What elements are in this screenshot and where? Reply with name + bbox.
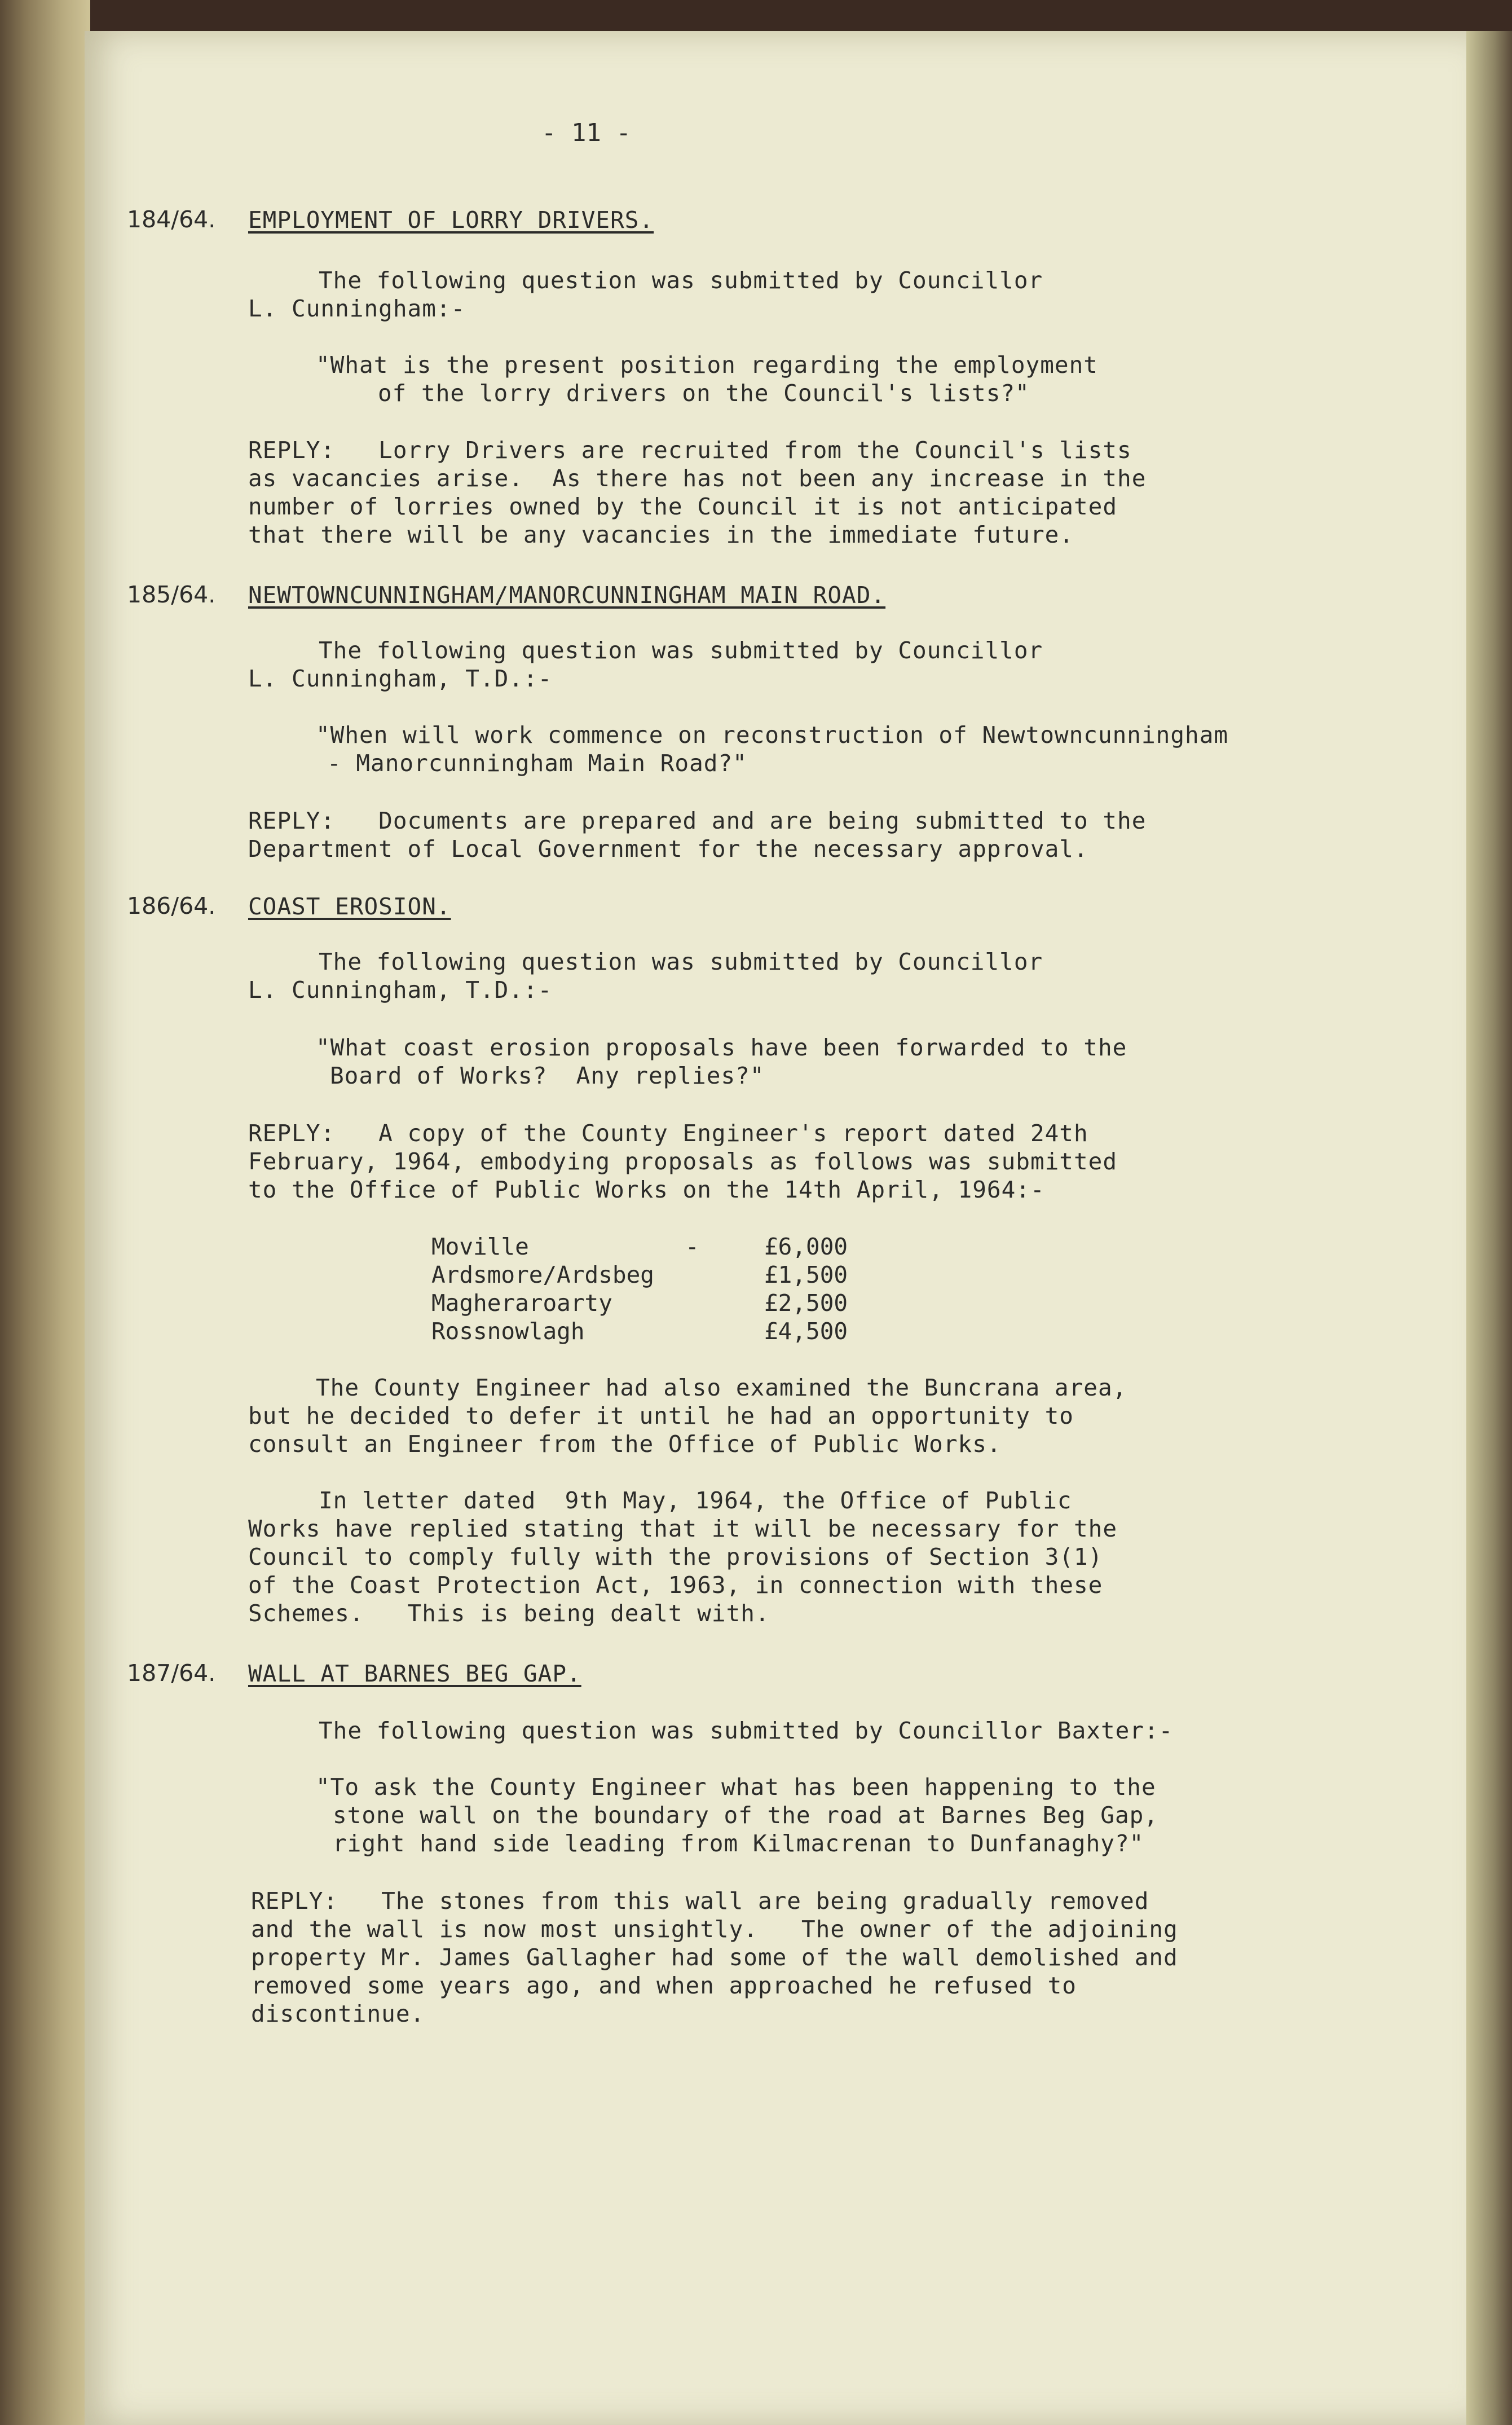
item-ref: 185/64.: [127, 581, 216, 608]
table-row: [431, 1233, 848, 1261]
intro-line: L. Cunningham, T.D.:-: [248, 665, 553, 692]
intro-line: The following question was submitted by Councillor: [319, 637, 1043, 664]
question-line: Board of Works? Any replies?": [330, 1062, 765, 1089]
reply-line: removed some years ago, and when approached he refused to: [251, 1972, 1077, 1999]
reply-line: REPLY: A copy of the County Engineer's report dated 24th: [248, 1120, 1088, 1147]
reply-line: number of lorries owned by the Council it is not anticipated: [248, 493, 1118, 520]
question-line: "To ask the County Engineer what has been happening to the: [316, 1773, 1156, 1801]
table-row: [431, 1317, 848, 1345]
intro-line: L. Cunningham, T.D.:-: [248, 976, 553, 1004]
table-amount: £4,500: [764, 1318, 848, 1345]
paragraph-line: of the Coast Protection Act, 1963, in connection with these: [248, 1572, 1103, 1599]
page-right-edge: [1466, 31, 1512, 2425]
table-amount: £6,000: [764, 1233, 848, 1260]
reply-line: February, 1964, embodying proposals as follows was submitted: [248, 1148, 1118, 1175]
item-ref: 187/64.: [127, 1660, 216, 1687]
table-place: Moville: [431, 1233, 529, 1260]
reply-line: REPLY: Documents are prepared and are being submitted to the: [248, 807, 1147, 834]
item-heading: COAST EROSION.: [248, 893, 451, 920]
question-line: - Manorcunningham Main Road?": [327, 750, 747, 777]
item-ref: 184/64.: [127, 206, 216, 233]
reply-line: REPLY: The stones from this wall are being gradually removed: [251, 1887, 1149, 1915]
intro-line: L. Cunningham:-: [248, 295, 466, 322]
item-heading: NEWTOWNCUNNINGHAM/MANORCUNNINGHAM MAIN ROAD.: [248, 582, 886, 609]
intro-line: The following question was submitted by Councillor: [319, 948, 1043, 975]
table-row: [431, 1261, 848, 1289]
paragraph-line: consult an Engineer from the Office of Public Works.: [248, 1431, 1002, 1458]
reply-line: that there will be any vacancies in the immediate future.: [248, 521, 1074, 548]
table-place: Magheraroarty: [431, 1289, 612, 1317]
table-amount: £1,500: [764, 1261, 848, 1288]
question-line: of the lorry drivers on the Council's lists?": [378, 380, 1030, 407]
reply-line: to the Office of Public Works on the 14th April, 1964:-: [248, 1176, 1045, 1203]
question-line: stone wall on the boundary of the road at Barnes Beg Gap,: [333, 1802, 1158, 1829]
reply-line: discontinue.: [251, 2000, 425, 2027]
table-place: Ardsmore/Ardsbeg: [431, 1261, 654, 1288]
table-row: [431, 1289, 848, 1317]
paragraph-line: Council to comply fully with the provisions of Section 3(1): [248, 1543, 1103, 1570]
paragraph-line: The County Engineer had also examined the Buncrana area,: [316, 1374, 1127, 1401]
question-line: "What coast erosion proposals have been forwarded to the: [316, 1034, 1127, 1061]
reply-line: as vacancies arise. As there has not been any increase in the: [248, 465, 1147, 492]
reply-line: and the wall is now most unsightly. The owner of the adjoining: [251, 1916, 1178, 1943]
page-number: - 11 -: [541, 118, 631, 147]
paragraph-line: Works have replied stating that it will be necessary for the: [248, 1515, 1118, 1542]
question-line: right hand side leading from Kilmacrenan to Dunfanaghy?": [333, 1830, 1144, 1857]
paragraph-line: Schemes. This is being dealt with.: [248, 1600, 770, 1627]
question-line: "What is the present position regarding the employment: [316, 351, 1098, 379]
item-ref: 186/64.: [127, 892, 216, 919]
paragraph-line: but he decided to defer it until he had an opportunity to: [248, 1402, 1074, 1429]
table-dash: -: [685, 1233, 699, 1260]
book-binding-edge: [0, 0, 90, 2425]
paragraph-line: In letter dated 9th May, 1964, the Office of Public: [319, 1487, 1072, 1514]
item-heading: WALL AT BARNES BEG GAP.: [248, 1660, 581, 1687]
reply-line: Department of Local Government for the necessary approval.: [248, 835, 1088, 862]
question-line: "When will work commence on reconstruction of Newtowncunningham: [316, 721, 1229, 749]
intro-line: The following question was submitted by Councillor: [319, 267, 1043, 294]
reply-line: property Mr. James Gallagher had some of the wall demolished and: [251, 1944, 1178, 1971]
table-place: Rossnowlagh: [431, 1318, 585, 1345]
table-amount: £2,500: [764, 1289, 848, 1317]
item-heading: EMPLOYMENT OF LORRY DRIVERS.: [248, 206, 654, 234]
intro-line: The following question was submitted by Councillor Baxter:-: [319, 1717, 1174, 1744]
reply-line: REPLY: Lorry Drivers are recruited from the Council's lists: [248, 437, 1132, 464]
